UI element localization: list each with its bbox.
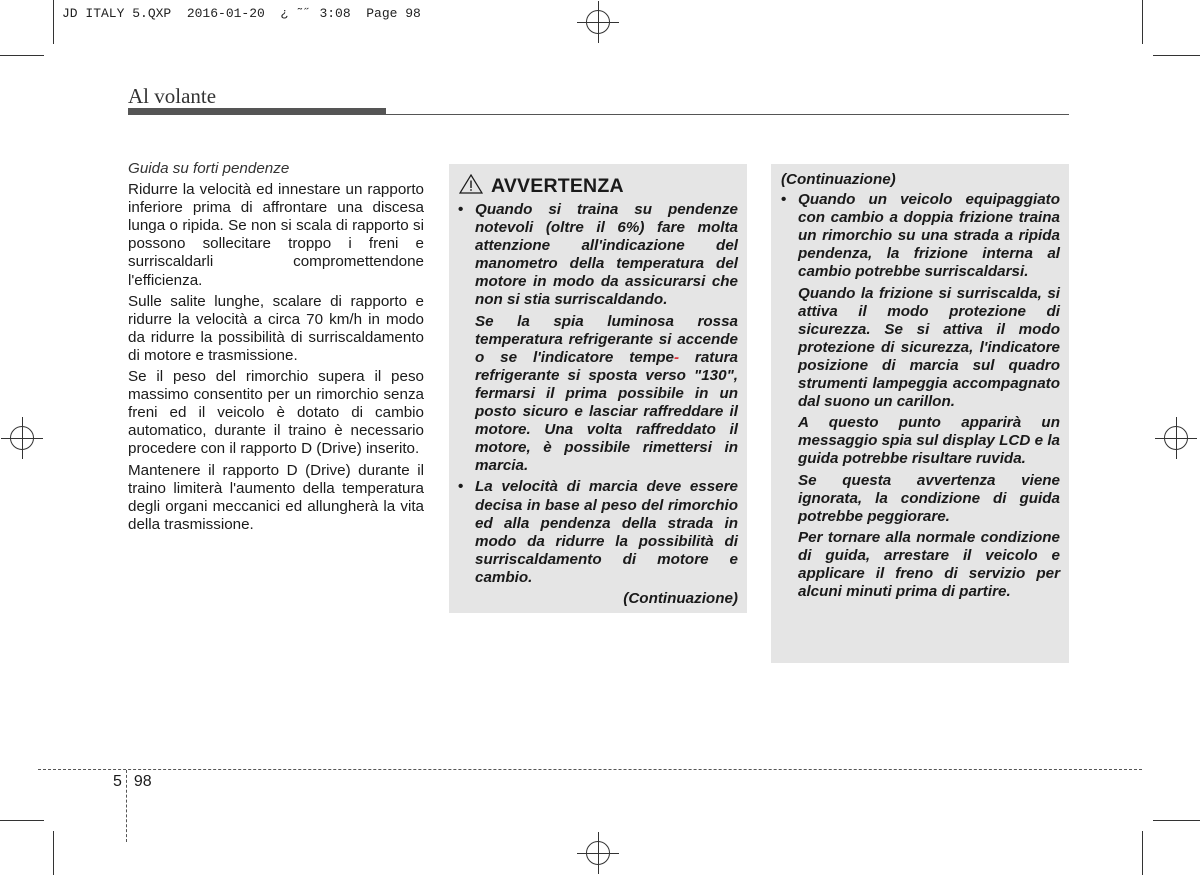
crop-mark-top-right-v (1142, 0, 1143, 44)
header-rule-thick (128, 108, 386, 115)
subsection-heading: Guida su forti pendenze (128, 160, 290, 177)
warning-bullet: • Quando si traina su pendenze notevoli (oltre il 6%) fare molta attenzione all'indicazione del manometro della temperatura del motore in modo da assicurarsi che non si stia surriscaldando. (458, 201, 738, 310)
warning-text: Se la spia luminosa rossa temperatura refrigerante si accende o se l'indicatore tempe (475, 312, 738, 366)
paragraph: Sulle salite lunghe, scalare di rapporto e ridurre la velocità a circa 70 km/h in modo da ridurre la possibilità di surriscaldamento di motore e trasmissione. (128, 292, 424, 364)
warning-paragraph: A questo punto apparirà un messaggio spia sul display LCD e la guida potrebbe risultare ruvida. (798, 414, 1060, 468)
warning-text: ratura refrigerante si sposta verso "130", fermarsi il prima possibile in un posto sicuro e lasciar raffreddare il motore. Una volta raffreddato il motore, è possibile rimettersi in marcia. (475, 348, 738, 475)
warning-paragraph (458, 313, 738, 476)
warning-header (459, 174, 747, 199)
crop-mark-bottom-left-h (0, 820, 44, 821)
print-slug: JD ITALY 5.QXP 2016-01-20 ¿ ˜˝ 3:08 Page 98 (62, 6, 421, 21)
warning-paragraph: Per tornare alla normale condizione di guida, arrestare il veicolo e applicare il freno di servizio per alcuni minuti prima di partire. (798, 528, 1060, 601)
crop-mark-bottom-right-v (1142, 831, 1143, 875)
section-title: Al volante (128, 84, 217, 108)
crop-mark-top-left-h (0, 55, 44, 56)
page-number-value: 98 (133, 773, 152, 790)
paragraph: Ridurre la velocità ed innestare un rapporto inferiore prima di affrontare una discesa lunga o ripida. Se non si scala di rapporto si possono sollecitare troppo i freni e surriscaldarli compromettendone l'efficienza. (128, 181, 424, 289)
registration-mark-top (586, 10, 610, 34)
paragraph: Mantenere il rapporto D (Drive) durante il traino limiterà l'aumento della temperatura degli organi meccanici ed allungherà la vita della trasmissione. (128, 461, 424, 533)
page-number (113, 773, 152, 791)
header-rule-thin (386, 114, 1069, 115)
warning-box-2 (771, 164, 1069, 663)
hyphen-mark: - (673, 348, 680, 366)
warning-bullet: • La velocità di marcia deve essere decisa in base al peso del rimorchio ed alla pendenza della strada in modo da ridurre la possibilità di surriscaldamento di motore e cambio. (458, 478, 738, 587)
chapter-number: 5 (113, 773, 122, 790)
warning-paragraph: Se questa avvertenza viene ignorata, la condizione di guida potrebbe peggiorare. (798, 471, 1060, 525)
crop-mark-bottom-right-h (1153, 820, 1200, 821)
warning-triangle-icon (459, 174, 483, 199)
crop-mark-top-left-v (53, 0, 54, 44)
registration-mark-left (10, 426, 34, 450)
registration-mark-bottom (586, 841, 610, 865)
continued-label: (Continuazione) (781, 171, 896, 188)
warning-paragraph: Quando la frizione si surriscalda, si attiva il modo protezione di sicurezza. Se si attiva il modo protezione di sicurezza, l'indicatore posizione di marcia sul quadro strumenti lampeggia accompagnato dal suono un carillon. (798, 284, 1060, 411)
registration-mark-right (1164, 426, 1188, 450)
warning-title: AVVERTENZA (491, 175, 624, 197)
paragraph: Se il peso del rimorchio supera il peso massimo consentito per un rimorchio senza freni ed il veicolo è dotato di cambio automatico, durante il traino è necessario procedere con il rapporto D (Drive) inserito. (128, 368, 424, 458)
left-column (128, 160, 424, 537)
warning-bullet: • Quando un veicolo equipaggiato con cambio a doppia frizione traina un rimorchio su una strada a ripida pendenza, la frizione interna al cambio potrebbe surriscaldarsi. (781, 191, 1060, 281)
continued-label: (Continuazione) (623, 589, 738, 607)
warning-box-1 (449, 164, 747, 613)
footer-rule (38, 769, 1142, 770)
crop-mark-bottom-left-v (53, 831, 54, 875)
crop-mark-top-right-h (1153, 55, 1200, 56)
